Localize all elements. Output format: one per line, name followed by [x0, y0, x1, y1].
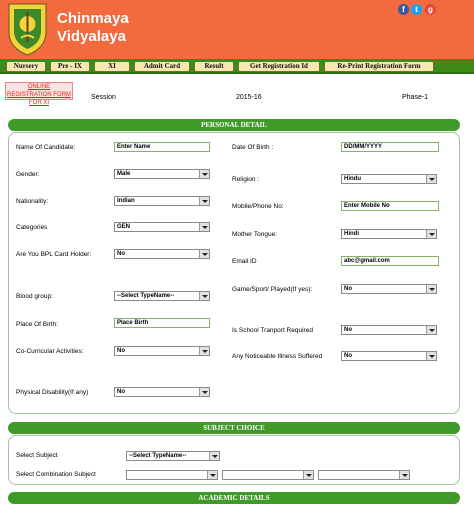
- brand-line-2: Vidyalaya: [57, 28, 126, 45]
- chevron-down-icon: [199, 197, 209, 205]
- combination-select-1[interactable]: [126, 470, 218, 480]
- bpl-value: No: [117, 251, 125, 257]
- online-registration-link[interactable]: ONLINE REGISTRATION FORM FOR XI: [5, 82, 73, 100]
- bpl-label: Are You BPL Card Holder:: [16, 251, 92, 258]
- school-logo: [5, 2, 50, 56]
- game-sport-select[interactable]: [341, 284, 437, 294]
- nav-reprint-registration-form[interactable]: Re-Print Registration Form: [324, 61, 434, 72]
- gender-select[interactable]: [114, 169, 210, 179]
- nationality-label: Nationality:: [16, 198, 49, 205]
- dob-label: Date Of Birth :: [232, 144, 274, 151]
- cocurricular-select[interactable]: [114, 346, 210, 356]
- religion-select[interactable]: [341, 174, 437, 184]
- subject-select-value: --Select TypeName--: [129, 453, 187, 459]
- transport-label: Is School Tranport Required: [232, 327, 313, 334]
- mobile-label: Mobile/Phone No:: [232, 203, 284, 210]
- disability-label: Physical Disability(If any): [16, 389, 89, 396]
- session-label: Session: [91, 94, 116, 101]
- nationality-select[interactable]: [114, 196, 210, 206]
- session-value: 2015-16: [236, 94, 262, 101]
- select-subject-label: Select Subject: [16, 452, 58, 459]
- chevron-down-icon: [207, 471, 217, 479]
- categories-value: GEN: [117, 224, 131, 230]
- combination-subject-label: Select Combination Subject: [16, 471, 96, 478]
- main-nav: [0, 59, 474, 74]
- mother-tongue-value: Hindi: [344, 231, 359, 237]
- transport-select[interactable]: [341, 325, 437, 335]
- name-input[interactable]: Enter Name: [114, 142, 210, 152]
- disability-select[interactable]: [114, 387, 210, 397]
- chevron-down-icon: [426, 230, 436, 238]
- brand-line-1: Chinmaya: [57, 10, 129, 27]
- mobile-input[interactable]: Enter Mobile No: [341, 201, 439, 211]
- categories-label: Categories: [16, 224, 48, 231]
- mother-tongue-label: Mother Tongue:: [232, 231, 278, 238]
- combination-select-3[interactable]: [318, 470, 410, 480]
- chevron-down-icon: [426, 175, 436, 183]
- gender-label: Gender:: [16, 171, 40, 178]
- chevron-down-icon: [209, 452, 219, 460]
- categories-select[interactable]: [114, 222, 210, 232]
- religion-value: Hindu: [344, 176, 361, 182]
- chevron-down-icon: [199, 292, 209, 300]
- combination-select-2[interactable]: [222, 470, 314, 480]
- illness-label: Any Noticeable Illness Suffered: [232, 353, 323, 360]
- nav-pre-ix[interactable]: Pre - IX: [50, 61, 90, 72]
- twitter-icon[interactable]: t: [411, 4, 422, 15]
- transport-value: No: [344, 327, 352, 333]
- personal-detail-header: PERSONAL DETAIL: [8, 119, 460, 131]
- email-input[interactable]: abc@gmail.com: [341, 256, 439, 266]
- illness-select[interactable]: [341, 351, 437, 361]
- chevron-down-icon: [303, 471, 313, 479]
- chevron-down-icon: [199, 347, 209, 355]
- gender-value: Male: [117, 171, 131, 177]
- nav-nursery[interactable]: Nursery: [6, 61, 46, 72]
- place-of-birth-label: Place Of Birth:: [16, 321, 58, 328]
- blood-group-label: Blood group:: [16, 293, 53, 300]
- nav-xi[interactable]: XI: [94, 61, 130, 72]
- chevron-down-icon: [426, 326, 436, 334]
- dob-input[interactable]: DD/MM/YYYY: [341, 142, 439, 152]
- site-header: [0, 0, 474, 61]
- facebook-icon[interactable]: f: [398, 4, 409, 15]
- subject-select[interactable]: [126, 451, 220, 461]
- google-plus-icon[interactable]: g: [425, 4, 436, 15]
- nav-result[interactable]: Result: [194, 61, 234, 72]
- chevron-down-icon: [199, 388, 209, 396]
- chevron-down-icon: [426, 285, 436, 293]
- game-sport-label: Game/Sport/ Played(If yes):: [232, 286, 313, 293]
- chevron-down-icon: [199, 223, 209, 231]
- mother-tongue-select[interactable]: [341, 229, 437, 239]
- nationality-value: Indian: [117, 198, 135, 204]
- chevron-down-icon: [199, 170, 209, 178]
- chevron-down-icon: [399, 471, 409, 479]
- bpl-select[interactable]: [114, 249, 210, 259]
- email-label: Email ID: [232, 258, 257, 265]
- chevron-down-icon: [199, 250, 209, 258]
- brand-name: [57, 10, 129, 46]
- academic-details-header: ACADEMIC DETAILS: [8, 492, 460, 504]
- nav-admit-card[interactable]: Admit Card: [134, 61, 190, 72]
- illness-value: No: [344, 353, 352, 359]
- phase-label: Phase-1: [402, 94, 429, 101]
- blood-group-value: --Select TypeName--: [117, 293, 175, 299]
- blood-group-select[interactable]: [114, 291, 210, 301]
- cocurricular-value: No: [117, 348, 125, 354]
- disability-value: No: [117, 389, 125, 395]
- name-label: Name Of Candidate:: [16, 144, 76, 151]
- nav-get-registration-id[interactable]: Get Registration Id: [238, 61, 320, 72]
- chevron-down-icon: [426, 352, 436, 360]
- subject-choice-header: SUBJECT CHOICE: [8, 422, 460, 434]
- cocurricular-label: Co-Curricular Activities:: [16, 348, 84, 355]
- place-of-birth-input[interactable]: Place Birth: [114, 318, 210, 328]
- game-sport-value: No: [344, 286, 352, 292]
- religion-label: Religion :: [232, 176, 260, 183]
